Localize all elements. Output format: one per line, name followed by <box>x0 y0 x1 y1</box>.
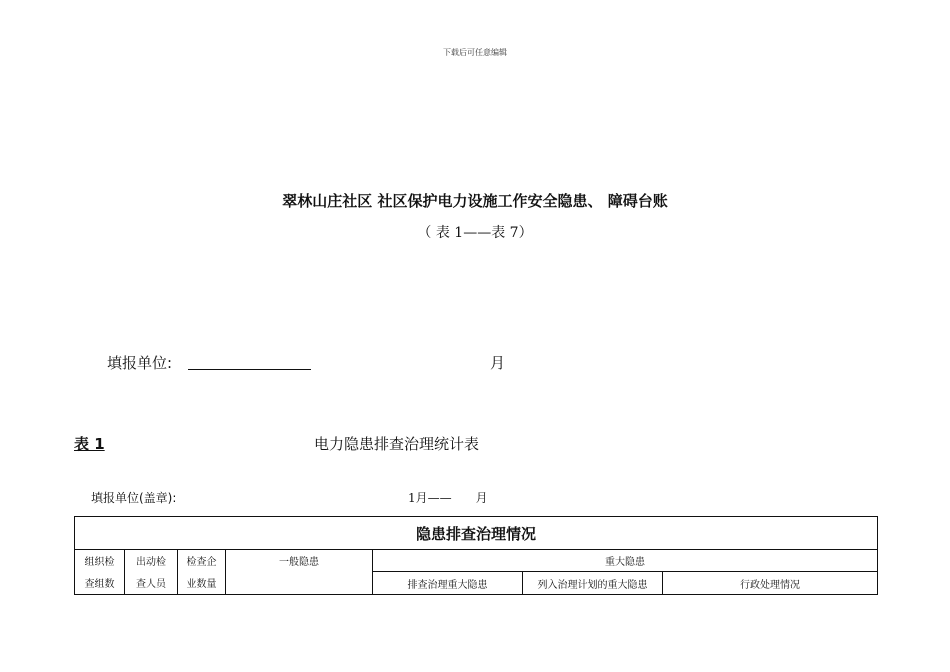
col-enterprise-bottom: 业数量 <box>178 572 226 595</box>
col-staff-top: 出动检 <box>125 550 178 572</box>
col-general-hazard: 一般隐患 <box>226 550 373 572</box>
page-watermark: 下载后可任意编辑 <box>443 48 507 57</box>
document-subtitle: （ 表 1——表 7） <box>417 225 533 241</box>
cover-month-label: 月 <box>490 354 506 372</box>
col-admin-action: 行政处理情况 <box>663 572 878 595</box>
col-enterprise-top: 检查企 <box>178 550 226 572</box>
table-title: 电力隐患排查治理统计表 <box>314 435 480 453</box>
col-major-found: 排查治理重大隐患 <box>373 572 523 595</box>
col-major-hazard: 重大隐患 <box>373 550 878 572</box>
col-staff-bottom: 查人员 <box>125 572 178 595</box>
document-title: 翠林山庄社区 社区保护电力设施工作安全隐患、 障碍台账 <box>282 192 668 210</box>
fill-unit-label: 填报单位(盖章): <box>91 491 177 505</box>
col-general-hazard-cont <box>226 572 373 595</box>
table-number: 表 1 <box>74 435 105 453</box>
hazard-stats-table <box>74 516 878 595</box>
col-major-planned: 列入治理计划的重大隐患 <box>523 572 663 595</box>
col-org-group-top: 组织检 <box>75 550 125 572</box>
cover-unit-blank-line <box>188 369 311 370</box>
table-caption: 隐患排查治理情况 <box>75 517 878 550</box>
cover-unit-label: 填报单位: <box>107 354 173 372</box>
col-org-group-bottom: 查组数 <box>75 572 125 595</box>
date-range: 1月—— 月 <box>408 491 488 505</box>
